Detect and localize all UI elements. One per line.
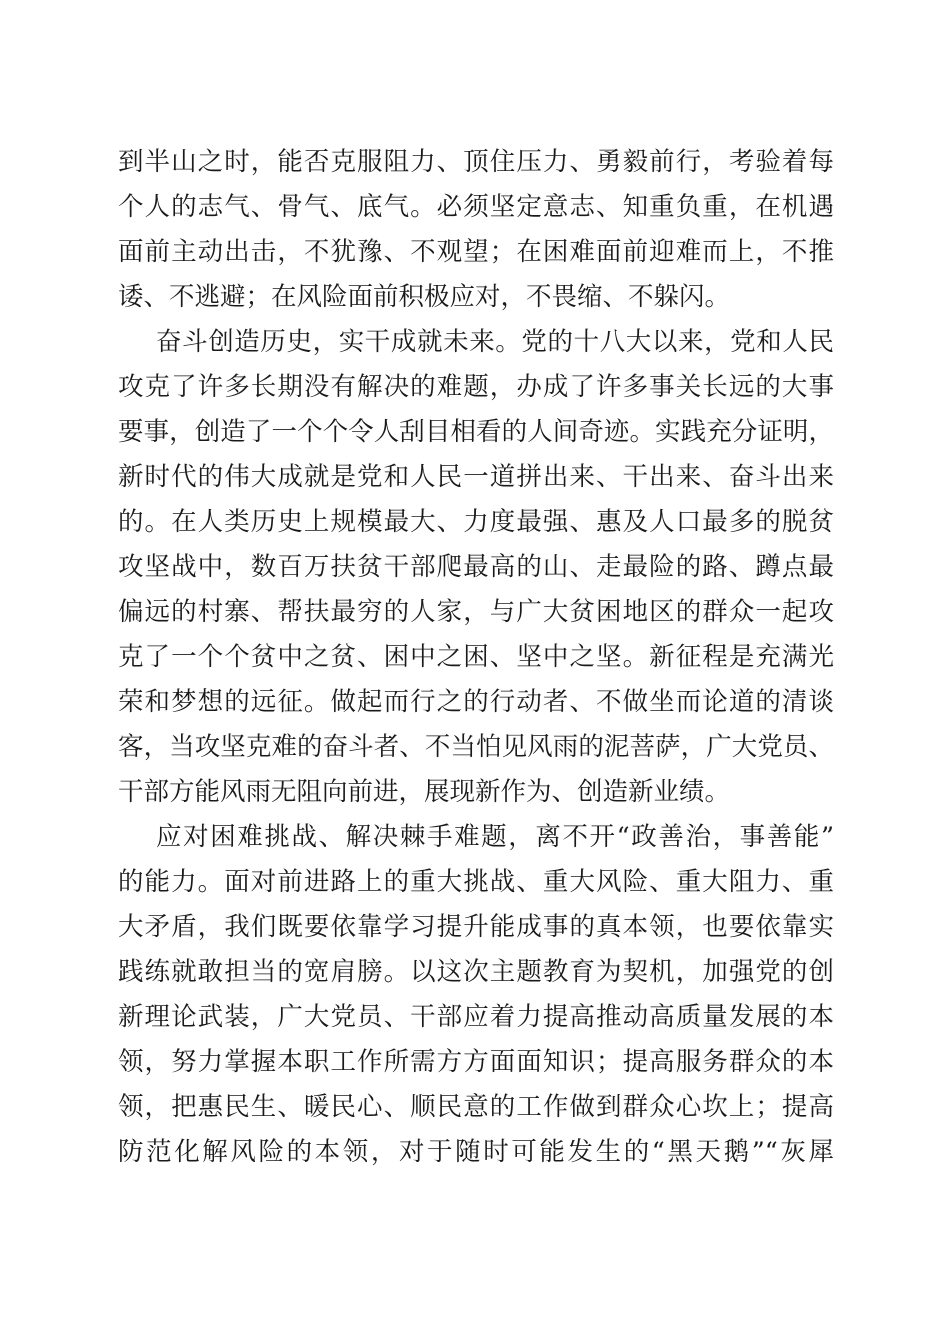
paragraph — [118, 815, 834, 1175]
text-line: 个人的志气、骨气、底气。必须坚定意志、知重负重，在机遇 — [118, 192, 834, 222]
text-line: 践练就敢担当的宽肩膀。以这次主题教育为契机，加强党的创 — [118, 957, 834, 987]
text-line: 应对困难挑战、解决棘手难题，离不开“政善治，事善能” — [156, 822, 834, 852]
text-line: 干部方能风雨无阻向前进，展现新作为、创造新业绩。 — [118, 777, 731, 807]
text-line: 新时代的伟大成就是党和人民一道拼出来、干出来、奋斗出来 — [118, 462, 834, 492]
paragraph — [118, 140, 834, 320]
text-line: 的。在人类历史上规模最大、力度最强、惠及人口最多的脱贫 — [118, 507, 834, 537]
text-line: 领，努力掌握本职工作所需方方面面知识；提高服务群众的本 — [118, 1047, 834, 1077]
text-line: 要事，创造了一个个令人刮目相看的人间奇迹。实践充分证明， — [118, 417, 834, 447]
text-line: 防范化解风险的本领，对于随时可能发生的“黑天鹅”“灰犀 — [118, 1137, 834, 1167]
text-line: 大矛盾，我们既要依靠学习提升能成事的真本领，也要依靠实 — [118, 912, 834, 942]
text-line: 攻坚战中，数百万扶贫干部爬最高的山、走最险的路、蹲点最 — [118, 552, 834, 582]
text-line: 偏远的村寨、帮扶最穷的人家，与广大贫困地区的群众一起攻 — [118, 597, 834, 627]
paragraph — [118, 320, 834, 815]
text-line: 攻克了许多长期没有解决的难题，办成了许多事关长远的大事 — [118, 372, 834, 402]
text-line: 客，当攻坚克难的奋斗者、不当怕见风雨的泥菩萨，广大党员、 — [118, 732, 834, 762]
text-line: 克了一个个贫中之贫、困中之困、坚中之坚。新征程是充满光 — [118, 642, 834, 672]
text-line: 的能力。面对前进路上的重大挑战、重大风险、重大阻力、重 — [118, 867, 834, 897]
text-line: 面前主动出击，不犹豫、不观望；在困难面前迎难而上，不推 — [118, 237, 834, 267]
text-line: 奋斗创造历史，实干成就未来。党的十八大以来，党和人民 — [156, 327, 834, 357]
text-line: 领，把惠民生、暖民心、顺民意的工作做到群众心坎上；提高 — [118, 1092, 834, 1122]
body-text — [118, 140, 834, 1175]
text-line: 荣和梦想的远征。做起而行之的行动者、不做坐而论道的清谈 — [118, 687, 834, 717]
text-line: 诿、不逃避；在风险面前积极应对，不畏缩、不躲闪。 — [118, 282, 731, 312]
text-line: 到半山之时，能否克服阻力、顶住压力、勇毅前行，考验着每 — [118, 147, 834, 177]
text-line: 新理论武装，广大党员、干部应着力提高推动高质量发展的本 — [118, 1002, 834, 1032]
